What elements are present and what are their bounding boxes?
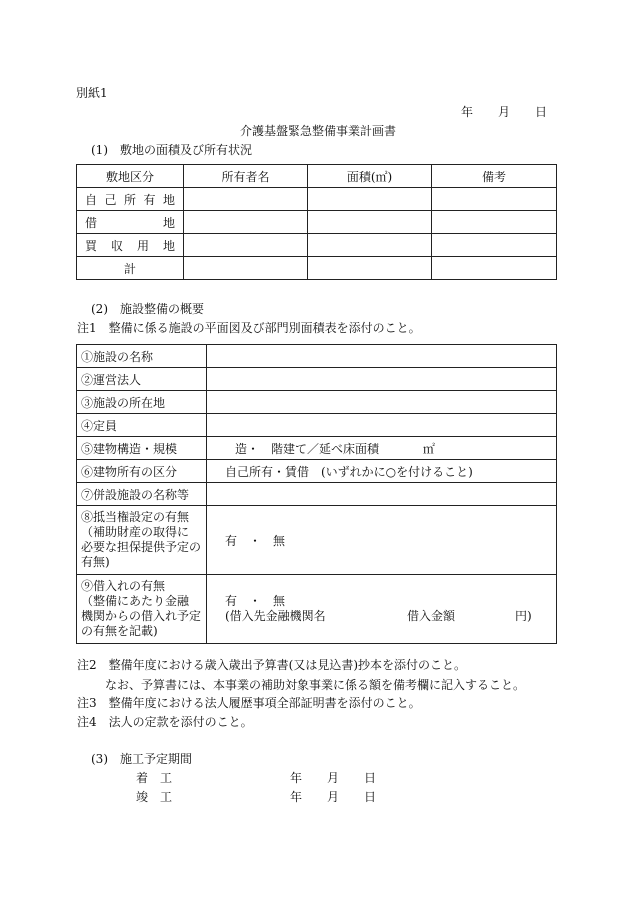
mortgage-sub-3: 有無) [81, 555, 110, 569]
cell-empty [184, 257, 308, 280]
label-char: 借 [85, 215, 98, 230]
label-adjacent-facility: ⑦併設施設の名称等 [77, 483, 207, 506]
ownership-text: 自己所有・賃借 (いずれかに○を付けること) [225, 464, 473, 479]
cell-empty [308, 188, 432, 211]
header-owner-name: 所有者名 [184, 165, 308, 188]
start-year: 年 [290, 771, 303, 785]
mortgage-choice: 有 ・ 無 [225, 533, 286, 548]
lender-label: (借入先金融機関名 [225, 609, 326, 623]
label-char: 所 [123, 192, 136, 207]
label-char: 用 [136, 238, 149, 253]
value-borrowing [207, 575, 557, 644]
label-mortgage [77, 506, 207, 575]
section3-title: (3) 施工予定期間 [91, 752, 192, 766]
label-char: 買 [85, 238, 98, 253]
area-unit: ㎡ [422, 441, 435, 456]
label-building-structure: ⑤建物構造・規模 [77, 437, 207, 460]
attachment-label: 別紙1 [76, 86, 108, 100]
label-facility-address: ③施設の所在地 [77, 391, 207, 414]
value-operator [207, 368, 557, 391]
label-facility-name: ①施設の名称 [77, 345, 207, 368]
mortgage-title: ⑧抵当権設定の有無 [81, 510, 190, 524]
cell-empty [308, 211, 432, 234]
row-label-owned-land [77, 188, 184, 211]
value-facility-address [207, 391, 557, 414]
mortgage-sub-2: 必要な担保提供予定の [81, 540, 202, 554]
label-ownership: ⑥建物所有の区分 [77, 460, 207, 483]
label-operator: ②運営法人 [77, 368, 207, 391]
document-title: 介護基盤緊急整備事業計画書 [240, 124, 397, 138]
end-day: 日 [364, 790, 377, 804]
header-area: 面積(㎡) [308, 165, 432, 188]
cell-empty [308, 234, 432, 257]
cell-empty [184, 211, 308, 234]
cell-empty [432, 211, 557, 234]
borrowing-choice: 有 ・ 無 [225, 594, 286, 608]
cell-empty [184, 188, 308, 211]
construction-end-label: 竣 工 [136, 790, 173, 804]
section2-title: (2) 施設整備の概要 [91, 302, 204, 316]
value-building-structure [207, 437, 557, 460]
label-capacity: ④定員 [77, 414, 207, 437]
start-month: 月 [327, 771, 340, 785]
borrowing-details [225, 609, 552, 624]
label-char: 地 [162, 192, 175, 207]
construction-start-label: 着 工 [136, 771, 173, 785]
value-facility-name [207, 345, 557, 368]
note-2: 注2 整備年度における歳入歳出予算書(又は見込書)抄本を添付のこと。 [77, 658, 467, 672]
row-label-total: 計 [77, 257, 184, 280]
borrowing-sub-3: の有無を記載) [81, 624, 158, 638]
header-remarks: 備考 [432, 165, 557, 188]
label-borrowing [77, 575, 207, 644]
value-adjacent-facility [207, 483, 557, 506]
structure-text: 造・ 階建て／延べ床面積 [235, 441, 380, 456]
note-1: 注1 整備に係る施設の平面図及び部門別面積表を添付のこと。 [77, 321, 421, 335]
borrowing-sub-2: 機関からの借入れ予定 [81, 609, 202, 623]
cell-empty [432, 188, 557, 211]
note-4: 注4 法人の定款を添付のこと。 [77, 715, 253, 729]
header-site-category: 敷地区分 [77, 165, 184, 188]
date-month: 月 [498, 105, 511, 119]
site-area-table [76, 164, 557, 280]
end-month: 月 [327, 790, 340, 804]
label-char: 有 [143, 192, 156, 207]
value-capacity [207, 414, 557, 437]
cell-empty [432, 234, 557, 257]
loan-amount-label: 借入金額 [407, 609, 456, 623]
cell-empty [308, 257, 432, 280]
label-char: 地 [162, 238, 175, 253]
mortgage-sub-1: （補助財産の取得に [81, 525, 190, 539]
value-ownership [207, 460, 557, 483]
cell-empty [184, 234, 308, 257]
section1-title: (1) 敷地の面積及び所有状況 [91, 143, 252, 157]
value-mortgage [207, 506, 557, 575]
start-day: 日 [364, 771, 377, 785]
borrowing-sub-1: （整備にあたり金融 [81, 594, 190, 608]
end-year: 年 [290, 790, 303, 804]
yen-label: 円) [515, 609, 532, 623]
cell-empty [432, 257, 557, 280]
label-char: 自 [85, 192, 98, 207]
note-2b: なお、予算書には、本事業の補助対象事業に係る額を備考欄に記入すること。 [105, 678, 526, 692]
label-char: 己 [104, 192, 117, 207]
date-day: 日 [535, 105, 548, 119]
note-3: 注3 整備年度における法人履歴事項全部証明書を添付のこと。 [77, 696, 421, 710]
borrowing-title: ⑨借入れの有無 [81, 579, 166, 593]
facility-overview-table [76, 344, 557, 644]
row-label-purchased-land [77, 234, 184, 257]
label-char: 収 [110, 238, 123, 253]
label-char: 地 [162, 215, 175, 230]
date-year: 年 [461, 105, 474, 119]
row-label-leased-land [77, 211, 184, 234]
